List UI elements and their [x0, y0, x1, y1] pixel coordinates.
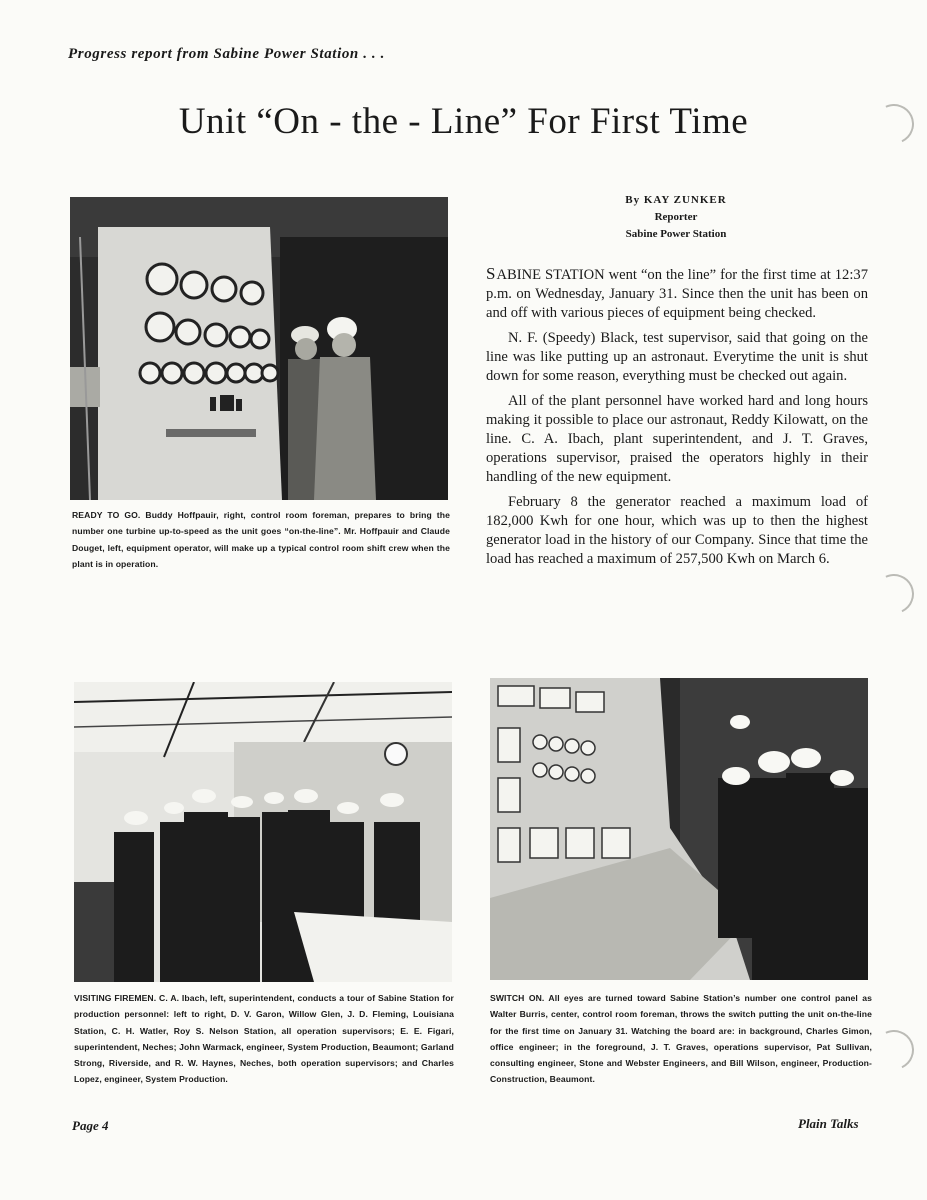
section-kicker: Progress report from Sabine Power Station . . .: [68, 46, 385, 62]
punch-hole-mark: [868, 1024, 919, 1075]
article-body: [486, 264, 868, 575]
byline-role: Reporter: [654, 211, 698, 223]
photo-visiting-firemen: [74, 682, 452, 982]
article-paragraph: N. F. (Speedy) Black, test supervisor, said that going on the line was like putting up an astronaut. Everytime the unit is shut down for some reason, everything must be checked out again.: [486, 330, 868, 384]
publication-name: Plain Talks: [798, 1116, 859, 1131]
drop-cap: S: [486, 264, 497, 283]
byline-author: By KAY ZUNKER: [625, 194, 727, 206]
caption-lead: READY TO GO.: [72, 510, 141, 520]
caption-switch-on: [490, 990, 872, 1088]
punch-hole-mark: [868, 568, 919, 619]
page-title: Unit “On - the - Line” For First Time: [178, 101, 749, 142]
article-paragraph: February 8 the generator reached a maximum load of 182,000 Kwh for one hour, which was up to then the highest generator load in the history of our Company. Since that time the load has reached a maximum of 257,500 Kwh on March 6.: [486, 494, 868, 567]
caption-text: C. A. Ibach, left, superintendent, conducts a tour of Sabine Station for production personnel: left to right, D. V. Garon, Willow Glen, J. D. Fleming, Louisiana Station, C. H. Watler, Roy S. Nelson Station, all operation supervisors; E. E. Figari, superintendent, Neches; John Warmack, engineer, System Production, Beaumont; Garland Strong, Riverside, and R. W. Haynes, Neches, both operation supervisors; and Charles Lopez, engineer, System Production.: [74, 993, 454, 1085]
byline: [486, 192, 866, 243]
caption-text: Buddy Hoffpauir, right, control room foreman, prepares to bring the number one turbine up-to-speed as the unit goes “on-the-line”. Mr. Hoffpauir and Claude Douget, left, equipment operator, will make up a typical control room shift crew when the plant is in operation.: [72, 510, 450, 569]
byline-station: Sabine Power Station: [625, 228, 727, 240]
caption-text: All eyes are turned toward Sabine Station’s number one control panel as Walter Burris, center, control room foreman, throws the switch putting the unit on-the-line for the first time on January 31. Watching the board are: in background, Charles Gimon, office engineer; in the foreground, J. T. Graves, operations supervisor, Pat Sullivan, consulting engineer, Stone and Webster Engineers, and Bill Wilson, engineer, Production-Construction, Beaumont.: [490, 993, 872, 1085]
photo-control-room-ready: [70, 197, 448, 500]
caption-ready-to-go: [72, 507, 450, 572]
caption-lead: SWITCH ON.: [490, 993, 545, 1003]
article-paragraph: [486, 264, 868, 323]
article-paragraph-text: ABINE STATION went “on the line” for the first time at 12:37 p.m. on Wednesday, January 31. Since then the unit has been on and off with various pieces of equipment being checked.: [486, 267, 868, 321]
photo-switch-on: [490, 678, 868, 980]
caption-lead: VISITING FIREMEN.: [74, 993, 157, 1003]
page-number: Page 4: [72, 1118, 109, 1133]
caption-visiting-firemen: [74, 990, 454, 1088]
article-paragraph: All of the plant personnel have worked hard and long hours making it possible to place our astronaut, Reddy Kilowatt, on the line. C. A. Ibach, plant superintendent, and J. T. Graves, operations supervisor, praised the operators highly in their handling of the new equipment.: [486, 393, 868, 485]
